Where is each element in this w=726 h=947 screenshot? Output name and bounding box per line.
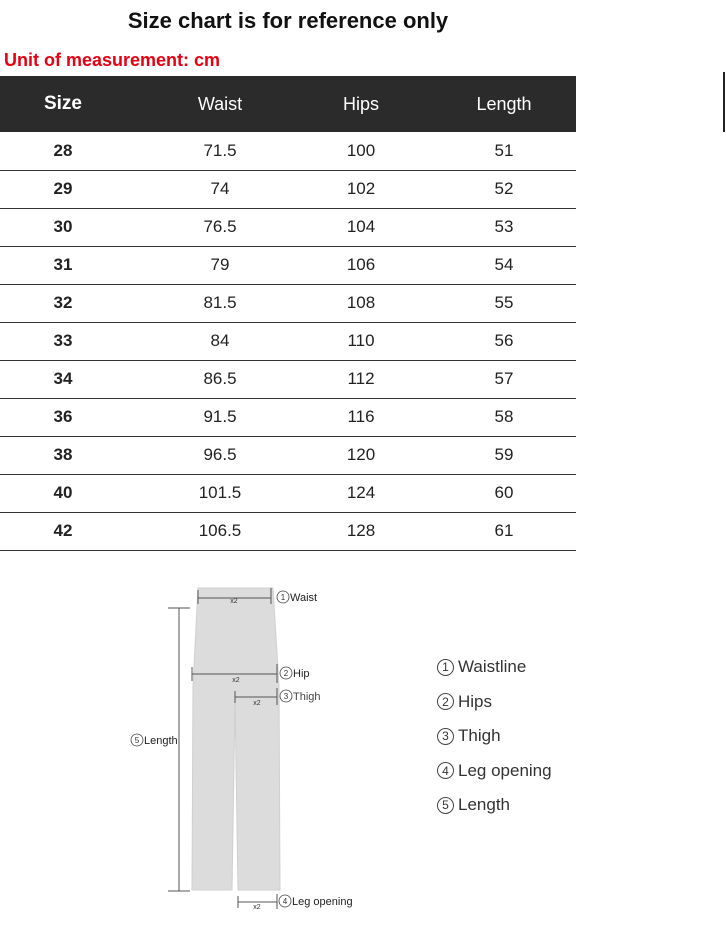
svg-text:2: 2 [283, 669, 289, 678]
circled-number-icon: 3 [437, 728, 454, 745]
cell-hips: 110 [290, 322, 432, 360]
cell-hips: 106 [290, 246, 432, 284]
cell-length: 54 [432, 246, 576, 284]
cell-size: 36 [0, 398, 150, 436]
legend-item [437, 650, 552, 685]
waist-label: Waist [290, 592, 318, 604]
legend-label: Leg opening [458, 760, 552, 780]
header-size: Size [0, 76, 150, 132]
cell-size: 32 [0, 284, 150, 322]
svg-text:5: 5 [134, 736, 140, 745]
cell-hips: 120 [290, 436, 432, 474]
cell-hips: 108 [290, 284, 432, 322]
hip-multiplier: x2 [232, 677, 240, 684]
cell-size: 33 [0, 322, 150, 360]
circled-number-icon: 1 [437, 659, 454, 676]
cell-hips: 128 [290, 512, 432, 550]
pants-diagram [120, 578, 370, 923]
table-row [0, 360, 576, 398]
cell-waist: 86.5 [150, 360, 290, 398]
cell-length: 61 [432, 512, 576, 550]
measurement-legend [437, 650, 552, 823]
cell-waist: 106.5 [150, 512, 290, 550]
cell-waist: 101.5 [150, 474, 290, 512]
cell-waist: 71.5 [150, 132, 290, 170]
legend-item [437, 754, 552, 789]
cell-size: 28 [0, 132, 150, 170]
legend-item [437, 788, 552, 823]
cell-waist: 79 [150, 246, 290, 284]
cell-length: 51 [432, 132, 576, 170]
length-label: Length [144, 735, 178, 747]
table-row [0, 246, 576, 284]
pants-diagram-svg [120, 578, 370, 918]
table-row [0, 132, 576, 170]
cell-size: 31 [0, 246, 150, 284]
cell-length: 56 [432, 322, 576, 360]
cell-length: 58 [432, 398, 576, 436]
pants-silhouette [192, 588, 280, 890]
cell-waist: 96.5 [150, 436, 290, 474]
cell-waist: 74 [150, 170, 290, 208]
cell-hips: 116 [290, 398, 432, 436]
table-body [0, 132, 576, 550]
svg-text:1: 1 [280, 593, 286, 602]
table-row [0, 398, 576, 436]
cell-length: 57 [432, 360, 576, 398]
table-row [0, 170, 576, 208]
table-row [0, 208, 576, 246]
edge-divider [723, 72, 725, 132]
legend-label: Length [458, 795, 510, 815]
cell-waist: 81.5 [150, 284, 290, 322]
cell-size: 42 [0, 512, 150, 550]
size-table [0, 76, 576, 551]
cell-length: 60 [432, 474, 576, 512]
table-row [0, 512, 576, 550]
cell-hips: 102 [290, 170, 432, 208]
cell-size: 30 [0, 208, 150, 246]
svg-text:3: 3 [283, 692, 289, 701]
cell-size: 29 [0, 170, 150, 208]
cell-waist: 91.5 [150, 398, 290, 436]
cell-hips: 104 [290, 208, 432, 246]
thigh-label: Thigh [293, 691, 321, 703]
hip-label: Hip [293, 668, 310, 680]
cell-hips: 100 [290, 132, 432, 170]
cell-hips: 112 [290, 360, 432, 398]
legend-label: Waistline [458, 657, 527, 677]
legend-label: Hips [458, 691, 493, 711]
cell-hips: 124 [290, 474, 432, 512]
cell-length: 55 [432, 284, 576, 322]
table-row [0, 436, 576, 474]
table-header-row [0, 76, 576, 132]
thigh-multiplier: x2 [253, 700, 261, 707]
header-waist: Waist [150, 76, 290, 132]
unit-label: Unit of measurement: cm [4, 50, 221, 70]
leg-opening-multiplier: x2 [253, 904, 261, 911]
header-hips: Hips [290, 76, 432, 132]
svg-text:4: 4 [282, 897, 288, 906]
header-length: Length [432, 76, 576, 132]
circled-number-icon: 4 [437, 762, 454, 779]
page-title: Size chart is for reference only [127, 8, 449, 33]
cell-waist: 84 [150, 322, 290, 360]
leg-opening-label: Leg opening [292, 896, 353, 908]
cell-size: 34 [0, 360, 150, 398]
table-row [0, 474, 576, 512]
table-row [0, 284, 576, 322]
cell-length: 53 [432, 208, 576, 246]
circled-number-icon: 2 [437, 693, 454, 710]
circled-number-icon: 5 [437, 797, 454, 814]
cell-size: 38 [0, 436, 150, 474]
legend-label: Thigh [458, 726, 501, 746]
waist-multiplier: x2 [230, 598, 238, 605]
cell-waist: 76.5 [150, 208, 290, 246]
legend-item [437, 685, 552, 720]
cell-length: 59 [432, 436, 576, 474]
cell-size: 40 [0, 474, 150, 512]
table-row [0, 322, 576, 360]
legend-item [437, 719, 552, 754]
cell-length: 52 [432, 170, 576, 208]
